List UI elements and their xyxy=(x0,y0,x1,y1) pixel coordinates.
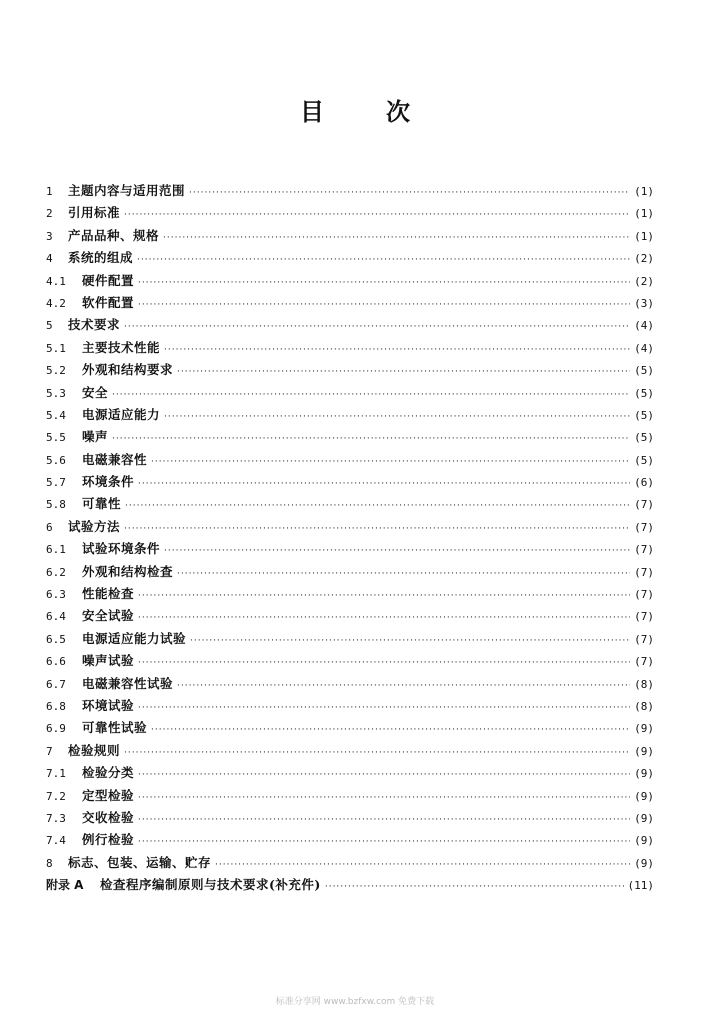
toc-entry-page: (2) xyxy=(634,274,654,288)
toc-entry xyxy=(46,829,654,851)
toc-leader-dots xyxy=(138,764,630,786)
toc-entry xyxy=(46,695,654,717)
toc-entry-number: 6.7 xyxy=(46,677,66,691)
toc-entry-label: 试验环境条件 xyxy=(82,541,161,557)
toc-entry-number: 5.6 xyxy=(46,453,66,467)
toc-entry-number: 5.8 xyxy=(46,498,66,512)
toc-entry-label: 噪声 xyxy=(82,429,109,445)
toc-leader-dots xyxy=(164,339,630,361)
table-of-contents xyxy=(46,180,654,897)
toc-entry-label: 外观和结构要求 xyxy=(82,362,174,378)
toc-entry xyxy=(46,740,654,762)
toc-entry-number: 4.2 xyxy=(46,296,66,310)
toc-entry-page: (5) xyxy=(634,408,654,422)
toc-entry-label: 检验规则 xyxy=(68,742,121,758)
toc-entry-label: 试验方法 xyxy=(68,518,121,534)
toc-entry xyxy=(46,292,654,314)
toc-entry-page: (5) xyxy=(634,431,654,445)
toc-entry xyxy=(46,449,654,471)
toc-entry xyxy=(46,359,654,381)
toc-entry xyxy=(46,426,654,448)
toc-leader-dots xyxy=(138,294,630,316)
toc-entry xyxy=(46,404,654,426)
toc-entry-page: (4) xyxy=(634,319,654,333)
toc-leader-dots xyxy=(177,563,630,585)
toc-leader-dots xyxy=(138,272,630,294)
toc-entry-number: 5.7 xyxy=(46,476,66,490)
toc-entry-number: 7.1 xyxy=(46,767,66,781)
toc-leader-dots xyxy=(163,227,630,249)
toc-leader-dots xyxy=(177,675,630,697)
toc-leader-dots xyxy=(325,876,624,898)
toc-entry-page: (8) xyxy=(634,677,654,691)
toc-leader-dots xyxy=(164,406,630,428)
toc-entry-page: (7) xyxy=(634,565,654,579)
toc-entry xyxy=(46,762,654,784)
toc-entry-page: (9) xyxy=(634,811,654,825)
toc-entry-label: 性能检查 xyxy=(82,586,135,602)
toc-entry xyxy=(46,785,654,807)
toc-entry xyxy=(46,180,654,202)
toc-leader-dots xyxy=(138,787,630,809)
toc-entry-page: (6) xyxy=(634,476,654,490)
toc-entry-number: 1 xyxy=(46,185,53,198)
toc-entry-page: (8) xyxy=(634,699,654,713)
toc-entry-label: 系统的组成 xyxy=(68,250,134,266)
toc-entry-page: (1) xyxy=(634,207,654,221)
toc-entry-label: 标志、包装、运输、贮存 xyxy=(68,854,212,870)
toc-leader-dots xyxy=(138,607,630,629)
toc-entry-label: 软件配置 xyxy=(82,294,135,310)
toc-entry-number: 7 xyxy=(46,744,53,758)
toc-entry xyxy=(46,516,654,538)
toc-entry-page: (7) xyxy=(634,632,654,646)
toc-entry xyxy=(46,225,654,247)
title-char-1: 目 xyxy=(300,98,324,126)
toc-entry-page: (9) xyxy=(634,789,654,803)
toc-entry xyxy=(46,807,654,829)
toc-leader-dots xyxy=(177,361,630,383)
toc-entry xyxy=(46,605,654,627)
toc-entry-number: 6.9 xyxy=(46,722,66,736)
toc-entry-label: 检验分类 xyxy=(82,765,135,781)
toc-entry-label: 电磁兼容性 xyxy=(82,451,148,467)
toc-entry-number: 4 xyxy=(46,252,53,266)
toc-entry xyxy=(46,314,654,336)
toc-entry-number: 3 xyxy=(46,229,53,243)
toc-entry xyxy=(46,583,654,605)
toc-entry-page: (7) xyxy=(634,498,654,512)
toc-leader-dots xyxy=(138,585,630,607)
toc-leader-dots xyxy=(124,204,630,226)
toc-entry-label: 硬件配置 xyxy=(82,272,135,288)
toc-leader-dots xyxy=(151,451,630,473)
toc-entry-page: (9) xyxy=(634,767,654,781)
toc-leader-dots xyxy=(138,697,630,719)
toc-entry-number: 4.1 xyxy=(46,274,66,288)
toc-entry-label: 电磁兼容性试验 xyxy=(82,675,174,691)
toc-entry-number: 6.6 xyxy=(46,655,66,669)
toc-entry-label: 可靠性 xyxy=(82,496,122,512)
toc-leader-dots xyxy=(137,249,630,271)
toc-entry-number: 6 xyxy=(46,520,53,534)
toc-entry-page: (7) xyxy=(634,543,654,557)
toc-entry-number: 6.8 xyxy=(46,699,66,713)
watermark-footer: 标准分享网 www.bzfxw.com 免费下载 xyxy=(275,997,435,1007)
toc-entry xyxy=(46,337,654,359)
toc-entry xyxy=(46,852,654,874)
toc-entry-page: (9) xyxy=(634,744,654,758)
toc-leader-dots xyxy=(125,495,630,517)
toc-leader-dots xyxy=(215,854,630,876)
toc-leader-dots xyxy=(124,518,630,540)
toc-entry-label: 引用标准 xyxy=(68,205,121,221)
toc-leader-dots xyxy=(151,719,630,741)
toc-entry-page: (9) xyxy=(634,834,654,848)
toc-leader-dots xyxy=(138,809,630,831)
toc-entry-number: 2 xyxy=(46,207,53,221)
toc-leader-dots xyxy=(112,384,630,406)
toc-entry xyxy=(46,673,654,695)
toc-entry-number: 8 xyxy=(46,856,53,870)
toc-leader-dots xyxy=(189,182,630,204)
toc-entry xyxy=(46,202,654,224)
toc-entry-page: (1) xyxy=(634,229,654,243)
toc-entry-page: (7) xyxy=(634,610,654,624)
toc-entry xyxy=(46,247,654,269)
toc-entry xyxy=(46,717,654,739)
toc-entry xyxy=(46,538,654,560)
page-title xyxy=(0,92,710,127)
toc-entry-page: (5) xyxy=(634,364,654,378)
toc-entry-label: 定型检验 xyxy=(82,787,135,803)
toc-entry-number: 5.2 xyxy=(46,364,66,378)
toc-entry-number: 附录 A xyxy=(46,878,84,893)
toc-leader-dots xyxy=(138,652,630,674)
toc-entry-page: (3) xyxy=(634,296,654,310)
toc-entry xyxy=(46,270,654,292)
toc-entry-label: 噪声试验 xyxy=(82,653,135,669)
toc-entry-page: (7) xyxy=(634,520,654,534)
toc-entry-number: 5.3 xyxy=(46,386,66,400)
toc-entry-number: 6.3 xyxy=(46,588,66,602)
toc-entry-number: 6.1 xyxy=(46,543,66,557)
toc-entry-page: (9) xyxy=(634,856,654,870)
toc-leader-dots xyxy=(164,540,630,562)
toc-entry-page: (2) xyxy=(634,252,654,266)
toc-entry-page: (7) xyxy=(634,588,654,602)
toc-entry-number: 5.5 xyxy=(46,431,66,445)
toc-entry-label: 主题内容与适用范围 xyxy=(68,183,186,198)
toc-entry-number: 6.4 xyxy=(46,610,66,624)
toc-entry-number: 7.4 xyxy=(46,834,66,848)
toc-entry-page: (7) xyxy=(634,655,654,669)
toc-entry-label: 电源适应能力试验 xyxy=(82,630,187,646)
toc-entry-number: 6.2 xyxy=(46,565,66,579)
toc-entry-number: 5 xyxy=(46,319,53,333)
toc-entry xyxy=(46,493,654,515)
toc-entry-label: 电源适应能力 xyxy=(82,406,161,422)
toc-entry-number: 7.3 xyxy=(46,811,66,825)
toc-entry-label: 主要技术性能 xyxy=(82,339,161,355)
title-char-2: 次 xyxy=(386,98,410,126)
toc-entry-page: (11) xyxy=(627,879,654,893)
toc-entry-number: 6.5 xyxy=(46,632,66,646)
toc-entry xyxy=(46,650,654,672)
toc-entry-label: 环境试验 xyxy=(82,697,135,713)
toc-entry-page: (5) xyxy=(634,453,654,467)
toc-entry-label: 检查程序编制原则与技术要求(补充件) xyxy=(100,877,321,893)
toc-entry xyxy=(46,628,654,650)
toc-entry-page: (9) xyxy=(634,722,654,736)
toc-entry xyxy=(46,561,654,583)
toc-entry-label: 产品品种、规格 xyxy=(68,227,160,243)
toc-leader-dots xyxy=(138,831,630,853)
toc-entry-label: 外观和结构检查 xyxy=(82,563,174,579)
toc-entry-label: 技术要求 xyxy=(68,317,121,333)
toc-leader-dots xyxy=(112,428,630,450)
toc-entry-label: 可靠性试验 xyxy=(82,720,148,736)
toc-entry-label: 环境条件 xyxy=(82,474,135,490)
toc-entry-number: 7.2 xyxy=(46,789,66,803)
toc-entry-number: 5.1 xyxy=(46,341,66,355)
toc-entry-page: (4) xyxy=(634,341,654,355)
toc-entry-label: 安全试验 xyxy=(82,608,135,624)
toc-leader-dots xyxy=(138,473,630,495)
toc-entry xyxy=(46,874,654,896)
toc-leader-dots xyxy=(124,742,630,764)
toc-entry-label: 交收检验 xyxy=(82,809,135,825)
toc-entry xyxy=(46,471,654,493)
toc-entry xyxy=(46,382,654,404)
toc-entry-number: 5.4 xyxy=(46,408,66,422)
toc-leader-dots xyxy=(190,630,630,652)
toc-entry-label: 例行检验 xyxy=(82,832,135,848)
toc-leader-dots xyxy=(124,316,630,338)
toc-entry-label: 安全 xyxy=(82,384,109,400)
toc-entry-page: (5) xyxy=(634,386,654,400)
toc-entry-page: (1) xyxy=(634,185,654,198)
